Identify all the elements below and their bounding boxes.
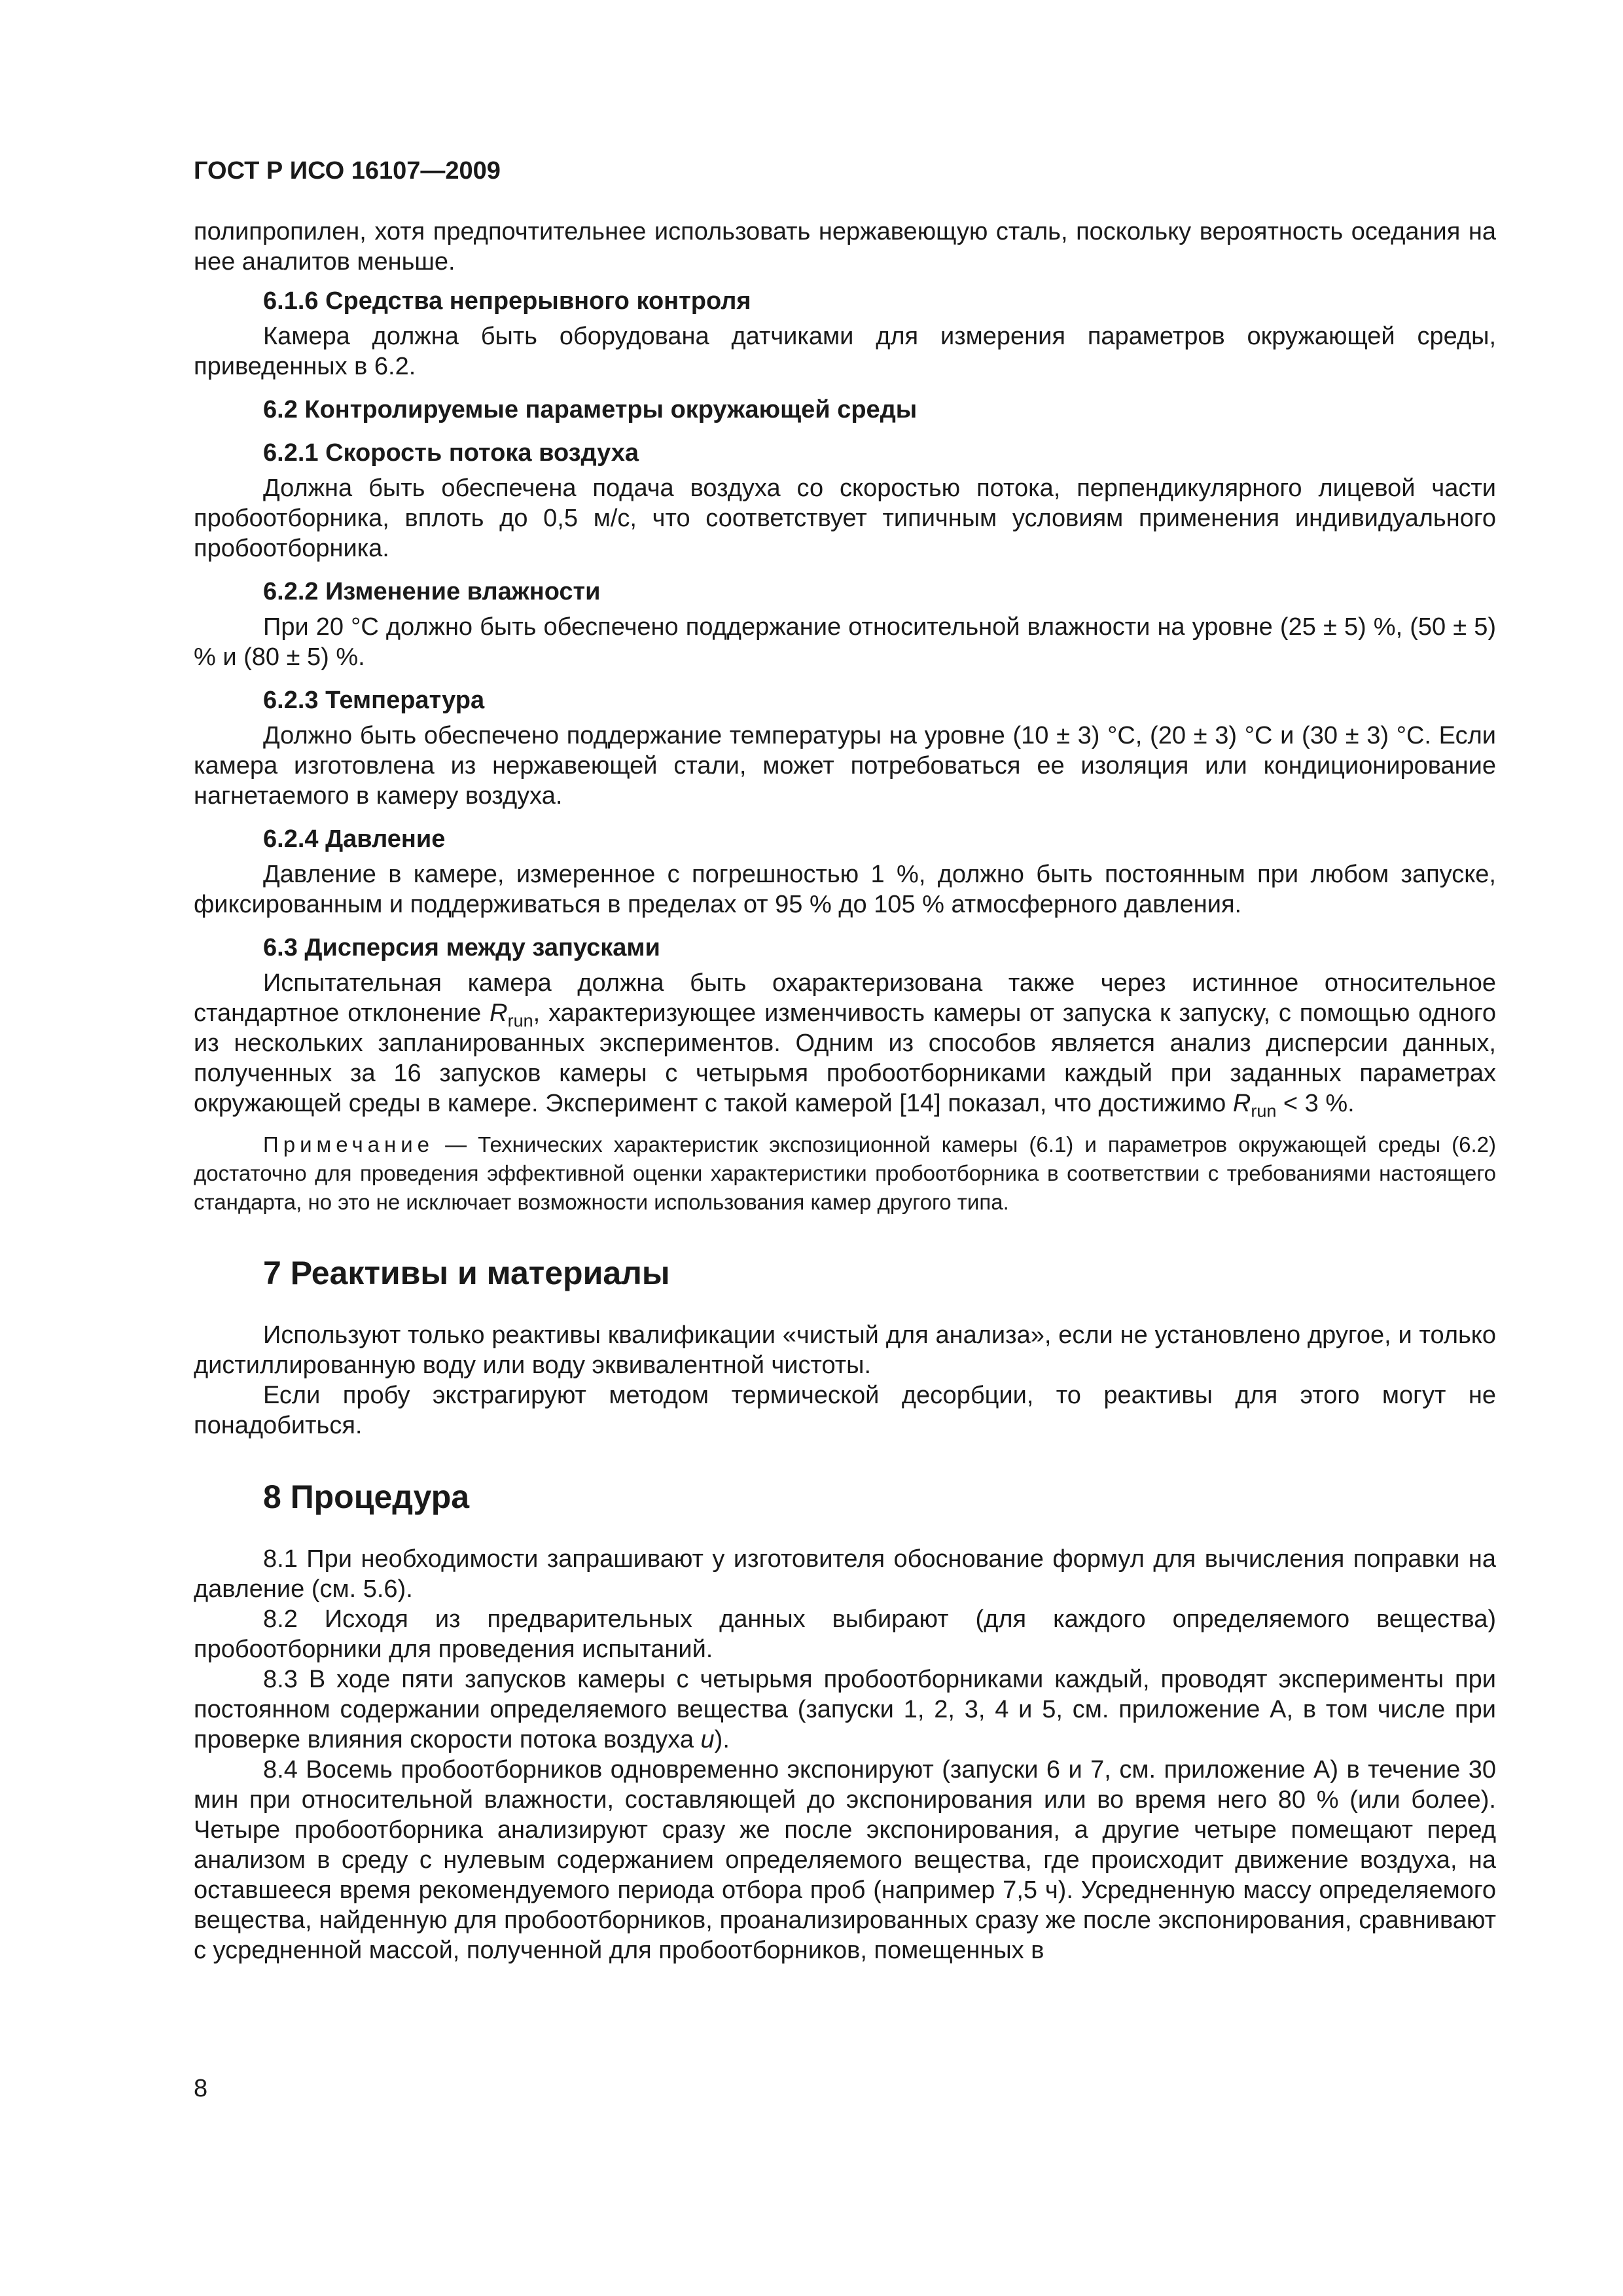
text-segment: ). — [714, 1726, 730, 1753]
text-segment: , характеризующее изменчивость камеры от запуска к запуску, с помощью одного из нескольких запланированных экспериментов. Одним из способов является анализ дисперсии данных, полученных за 16 запусков камеры с четырьмя пробоотборниками каждый при заданных параметрах окружающей среды в камере. Эксперимент с такой камерой [14] показал, что достижимо — [194, 999, 1496, 1117]
paragraph-6-2-2: При 20 °С должно быть обеспечено поддержание относительной влажности на уровне (25 ± 5) %, (50 ± 5) % и (80 ± 5) %. — [194, 613, 1496, 671]
symbol-r-subscript: run — [1251, 1101, 1277, 1121]
paragraph-7-2: Если пробу экстрагируют методом термической десорбции, то реактивы для этого могут не понадобиться. — [194, 1382, 1496, 1439]
heading-6-2: 6.2 Контролируемые параметры окружающей среды — [263, 396, 918, 423]
text-segment: 8.3 В ходе пяти запусков камеры с четырьмя пробоотборниками каждый, проводят эксперименты при постоянном содержании определяемого вещества (запуски 1, 2, 3, 4 и 5, см. приложение А, в том числе при проверке влияния скорости потока воздуха — [194, 1666, 1496, 1753]
page-number: 8 — [194, 2075, 208, 2102]
paragraph-8-2: 8.2 Исходя из предварительных данных выбирают (для каждого определяемого вещества) пробоотборники для проведения испытаний. — [194, 1605, 1496, 1663]
symbol-r: R — [1232, 1090, 1251, 1117]
variable-u: u — [700, 1726, 715, 1753]
paragraph-6-3 — [194, 968, 1496, 1119]
paragraph-8-1: 8.1 При необходимости запрашивают у изготовителя обоснование формул для вычисления поправки на давление (см. 5.6). — [194, 1545, 1496, 1603]
heading-6-2-3: 6.2.3 Температура — [263, 687, 485, 714]
note-text: — Технических характеристик экспозиционной камеры (6.1) и параметров окружающей среды (6.2) достаточно для проведения эффективной оценки характеристики пробоотборника в соответствии с требованиями настоящего стандарта, но это не исключает возможности использования камер другого типа. — [194, 1132, 1496, 1214]
paragraph-8-4: 8.4 Восемь пробоотборников одновременно экспонируют (запуски 6 и 7, см. приложение А) в течение 30 мин при относительной влажности, составляющей до экспонирования или во время него 80 % (или более). Четыре пробоотборника анализируют сразу же после экспонирования, а другие четыре помещают перед анализом в среду с нулевым содержанием определяемого вещества, где происходит движение воздуха, на оставшееся время рекомендуемого периода отбора проб (например 7,5 ч). Усредненную массу определяемого вещества, найденную для пробоотборников, проанализированных сразу же после экспонирования, сравнивают с усредненной массой, полученной для пробоотборников, помещенных в — [194, 1756, 1496, 1964]
heading-6-2-1: 6.2.1 Скорость потока воздуха — [263, 439, 639, 467]
note-label: Примечание — [263, 1132, 435, 1157]
symbol-r: R — [490, 999, 508, 1027]
heading-section-8: 8 Процедура — [263, 1479, 470, 1515]
heading-6-2-4: 6.2.4 Давление — [263, 825, 446, 853]
note-paragraph — [194, 1130, 1496, 1217]
text-segment: < 3 %. — [1276, 1090, 1355, 1117]
heading-6-3: 6.3 Дисперсия между запусками — [263, 934, 660, 961]
paragraph-7-1: Используют только реактивы квалификации «чистый для анализа», если не установлено другое, и только дистиллированную воду или воду эквивалентной чистоты. — [194, 1321, 1496, 1379]
paragraph-6-2-3: Должно быть обеспечено поддержание температуры на уровне (10 ± 3) °С, (20 ± 3) °С и (30 ± 3) °С. Если камера изготовлена из нержавеющей стали, может потребоваться ее изоляция или кондиционирование нагнетаемого в камеру воздуха. — [194, 722, 1496, 810]
intro-paragraph: полипропилен, хотя предпочтительнее использовать нержавеющую сталь, поскольку вероятность оседания на нее аналитов меньше. — [194, 218, 1496, 276]
heading-6-1-6: 6.1.6 Средства непрерывного контроля — [263, 287, 751, 315]
symbol-r-subscript: run — [507, 1011, 533, 1031]
paragraph-8-3 — [194, 1664, 1496, 1755]
paragraph-6-1-6: Камера должна быть оборудована датчиками для измерения параметров окружающей среды, приведенных в 6.2. — [194, 323, 1496, 380]
document-page — [194, 157, 1496, 1965]
paragraph-6-2-4: Давление в камере, измеренное с погрешностью 1 %, должно быть постоянным при любом запуске, фиксированным и поддерживаться в пределах от 95 % до 105 % атмосферного давления. — [194, 861, 1496, 918]
heading-section-7: 7 Реактивы и материалы — [263, 1255, 670, 1291]
paragraph-6-2-1: Должна быть обеспечена подача воздуха со скоростью потока, перпендикулярного лицевой части пробоотборника, вплоть до 0,5 м/с, что соответствует типичным условиям применения индивидуального пробоотборника. — [194, 475, 1496, 562]
document-header: ГОСТ Р ИСО 16107—2009 — [194, 157, 501, 185]
text-segment: Испытательная камера должна быть охарактеризована также через истинное относительное стандартное отклонение — [194, 969, 1496, 1027]
heading-6-2-2: 6.2.2 Изменение влажности — [263, 578, 601, 605]
